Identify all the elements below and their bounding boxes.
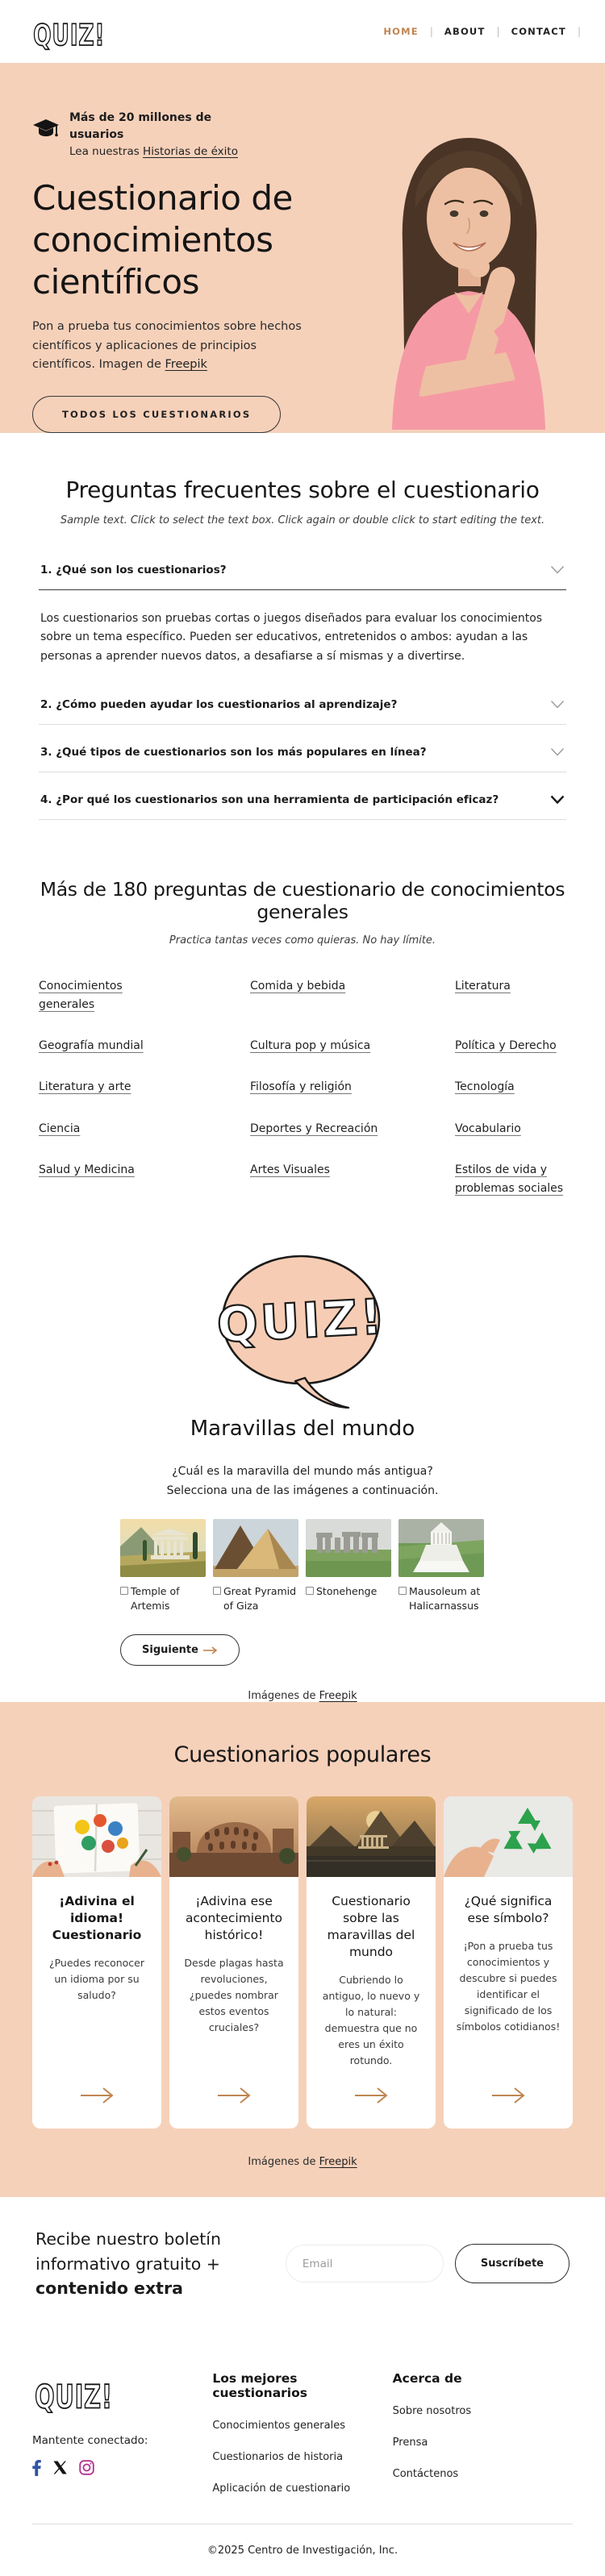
option-text: Mausoleum at Halicarnassus — [409, 1584, 481, 1613]
main-nav — [382, 23, 590, 40]
freepik-link[interactable]: Freepik — [319, 1690, 357, 1703]
option-text: Great Pyramid of Giza — [223, 1584, 297, 1613]
wonders-question-line2: Selecciona una de las imágenes a continuación. — [166, 1484, 439, 1498]
facebook-icon[interactable] — [32, 2460, 41, 2476]
nav-divider — [578, 26, 581, 37]
faq-question-4[interactable] — [39, 772, 566, 819]
categories-section — [0, 844, 605, 1205]
card-text: Desde plagas hasta revoluciones, ¿puedes nombrar estos eventos cruciales? — [184, 1956, 284, 2033]
copyright-text: ©2025 Centro de Investigación, Inc. — [207, 2544, 398, 2557]
faq-question-text: 1. ¿Qué son los cuestionarios? — [40, 563, 227, 576]
great-pyramid-image[interactable] — [213, 1519, 298, 1577]
faq-section — [0, 433, 605, 845]
email-input[interactable] — [286, 2245, 444, 2283]
language-quiz-image — [32, 1796, 161, 1877]
freepik-link[interactable]: Freepik — [319, 2155, 357, 2168]
category-link[interactable]: Ciencia — [39, 1122, 81, 1135]
faq-item-3 — [39, 725, 566, 772]
newsletter-heading-regular: Recibe nuestro boletín informativo gratuito + — [35, 2229, 221, 2274]
nav-link-contact[interactable]: CONTACT — [511, 26, 566, 37]
category-link[interactable]: Política y Derecho — [455, 1039, 557, 1053]
svg-text:QUIZ!: QUIZ! — [33, 17, 106, 51]
card-title: Cuestionario sobre las maravillas del mundo — [327, 1894, 415, 1959]
popular-quizzes-section — [0, 1702, 605, 2197]
hero-woman-photo — [336, 120, 602, 433]
credit-prefix: Imágenes de — [248, 2155, 319, 2168]
card-text: ¿Puedes reconocer un idioma por su saludo? — [48, 1956, 145, 2001]
category-link[interactable]: Cultura pop y música — [250, 1039, 371, 1053]
category-link[interactable]: Tecnología — [455, 1080, 515, 1094]
card-text: ¡Pon a prueba tus conocimientos y descubre si puedes identificar el significado de los símbolos cotidianos! — [456, 1940, 561, 2033]
arrow-right-icon[interactable] — [490, 2069, 526, 2108]
footer-column-best-quizzes — [212, 2371, 392, 2495]
card-title: ¡Adivina ese acontecimiento histórico! — [185, 1894, 283, 1943]
faq-question-text: 4. ¿Por qué los cuestionarios son una herramienta de participación eficaz? — [40, 793, 499, 807]
option-label-stonehenge[interactable] — [306, 1584, 391, 1599]
hero-title: Cuestionario de conocimientos científicos — [32, 178, 293, 302]
wonders-quiz-image — [307, 1796, 436, 1877]
popular-cards — [32, 1796, 573, 2129]
wonder-option-temple-of-artemis — [120, 1519, 206, 1613]
site-footer — [0, 2331, 605, 2576]
instagram-icon[interactable] — [79, 2460, 94, 2475]
quiz-card-wonders[interactable] — [307, 1796, 436, 2129]
next-button[interactable] — [120, 1634, 240, 1666]
nav-divider — [497, 26, 500, 37]
stonehenge-image[interactable] — [306, 1519, 391, 1577]
categories-title: Más de 180 preguntas de cuestionario de conocimientos generales — [40, 878, 565, 924]
card-title: ¡Adivina el idioma! Cuestionario — [52, 1894, 142, 1943]
social-icons — [32, 2460, 212, 2476]
checkbox[interactable] — [120, 1587, 128, 1595]
category-link[interactable]: Salud y Medicina — [39, 1163, 135, 1177]
history-quiz-image — [169, 1796, 298, 1877]
wonders-quiz-section — [0, 1205, 605, 1702]
footer-link-history-quizzes[interactable]: Cuestionarios de historia — [212, 2450, 344, 2463]
category-link[interactable]: Literatura y arte — [39, 1080, 131, 1094]
quiz-card-language[interactable] — [32, 1796, 161, 2129]
checkbox[interactable] — [306, 1587, 314, 1595]
option-text: Temple of Artemis — [131, 1584, 180, 1613]
graduation-cap-icon — [32, 118, 60, 144]
hero-description-text: Pon a prueba tus conocimientos sobre hechos científicos y aplicaciones de principios científicos. Imagen de — [32, 320, 302, 372]
faq-item-2 — [39, 677, 566, 725]
wonder-option-mausoleum — [398, 1519, 484, 1613]
faq-question-2[interactable] — [39, 677, 566, 724]
quiz-card-symbols[interactable] — [444, 1796, 573, 2129]
footer-column-heading: Los mejores cuestionarios — [212, 2370, 307, 2400]
checkbox[interactable] — [398, 1587, 407, 1595]
stay-connected-label: Mantente conectado: — [32, 2433, 148, 2447]
images-credit — [32, 2156, 573, 2168]
quiz-speech-bubble — [210, 1251, 395, 1412]
arrow-right-icon[interactable] — [216, 2069, 252, 2108]
category-link[interactable]: Deportes y Recreación — [250, 1122, 378, 1135]
success-stories-prefix: Lea nuestras — [69, 145, 144, 158]
chevron-down-icon — [550, 700, 565, 710]
x-twitter-icon[interactable] — [53, 2461, 67, 2474]
category-link[interactable]: Geografía mundial — [39, 1039, 144, 1053]
quiz-card-history[interactable] — [169, 1796, 298, 2129]
category-link[interactable]: Estilos de vida y problemas sociales — [455, 1163, 564, 1195]
all-quizzes-button[interactable]: TODOS LOS CUESTIONARIOS — [32, 396, 281, 433]
newsletter-heading-bold: contenido extra — [35, 2278, 183, 2299]
svg-text:QUIZ!: QUIZ! — [35, 2378, 113, 2413]
category-link[interactable]: Filosofía y religión — [250, 1080, 352, 1094]
card-title: ¿Qué significa ese símbolo? — [464, 1894, 553, 1926]
footer-link-general-knowledge[interactable]: Conocimientos generales — [212, 2419, 345, 2432]
footer-link-contact-us[interactable]: Contáctenos — [392, 2467, 459, 2480]
option-text: Stonehenge — [316, 1584, 378, 1597]
footer-link-quiz-app[interactable]: Aplicación de cuestionario — [212, 2482, 351, 2495]
popular-title: Cuestionarios populares — [173, 1742, 432, 1768]
faq-item-1 — [39, 551, 566, 678]
nav-divider — [430, 26, 433, 37]
footer-link-about-us[interactable]: Sobre nosotros — [392, 2404, 472, 2417]
newsletter-heading — [35, 2227, 245, 2301]
chevron-down-icon — [550, 747, 565, 757]
wonders-options — [120, 1519, 485, 1613]
arrow-right-icon[interactable] — [353, 2069, 389, 2108]
next-button-label: Siguiente — [142, 1644, 198, 1657]
faq-item-4 — [39, 772, 566, 820]
faq-answer-1: Los cuestionarios son pruebas cortas o juegos diseñados para evaluar los conocimientos sobre un tema específico. Pueden ser educativos, entretenidos o ambos: ayudan a las personas a aprender nuevos datos, a desafiarse a sí mismas y a divertirse. — [40, 611, 543, 663]
temple-of-artemis-image[interactable] — [120, 1519, 206, 1577]
option-label-great-pyramid[interactable] — [213, 1584, 298, 1613]
wonder-option-great-pyramid — [213, 1519, 298, 1613]
faq-subtitle: Sample text. Click to select the text box. Click again or double click to start editing the text. — [60, 514, 545, 526]
hero-description — [32, 318, 315, 374]
option-label-temple-of-artemis[interactable] — [120, 1584, 206, 1613]
category-link[interactable]: Conocimientos generales — [39, 980, 123, 1011]
categories-subtitle: Practica tantas veces como quieras. No hay límite. — [169, 934, 436, 947]
wonders-question-line1: ¿Cuál es la maravilla del mundo más antigua? — [172, 1464, 433, 1478]
footer-column-about — [393, 2371, 573, 2495]
hero-section — [0, 63, 605, 433]
checkbox[interactable] — [213, 1587, 221, 1595]
newsletter-section — [0, 2197, 605, 2331]
faq-list — [39, 551, 566, 821]
mausoleum-image[interactable] — [398, 1519, 484, 1577]
nav-link-about[interactable]: ABOUT — [444, 26, 486, 37]
category-link[interactable]: Literatura — [455, 980, 511, 993]
card-text: Cubriendo lo antiguo, lo nuevo y lo natural: demuestra que no eres un éxito rotundo. — [322, 1973, 420, 2066]
chevron-down-icon — [550, 565, 565, 575]
faq-title: Preguntas frecuentes sobre el cuestionario — [65, 476, 540, 503]
symbols-quiz-image — [444, 1796, 573, 1877]
success-stories-link[interactable]: Historias de éxito — [143, 145, 238, 158]
hero-badge — [32, 110, 315, 158]
footer-column-heading: Acerca de — [392, 2370, 462, 2386]
images-credit — [0, 1690, 605, 1702]
footer-logo[interactable] — [32, 2371, 113, 2416]
category-link[interactable]: Artes Visuales — [250, 1163, 330, 1177]
wonders-question — [0, 1462, 605, 1501]
wonders-title: Maravillas del mundo — [190, 1416, 415, 1441]
nav-link-home[interactable]: HOME — [383, 26, 419, 37]
category-link[interactable]: Comida y bebida — [250, 980, 346, 993]
users-count-text: Más de 20 millones de usuarios — [69, 111, 212, 141]
newsletter-form — [286, 2244, 570, 2283]
arrow-right-icon — [203, 1646, 218, 1654]
chevron-down-icon — [550, 795, 565, 805]
freepik-link[interactable]: Freepik — [165, 358, 207, 372]
categories-grid — [39, 977, 566, 1197]
success-stories-line — [69, 145, 238, 158]
svg-text:QUIZ!: QUIZ! — [215, 1288, 386, 1355]
faq-question-3[interactable] — [39, 725, 566, 772]
site-header — [0, 0, 605, 63]
option-label-mausoleum[interactable] — [398, 1584, 484, 1613]
faq-question-text: 3. ¿Qué tipos de cuestionarios son los más populares en línea? — [40, 746, 427, 759]
site-logo[interactable] — [31, 12, 108, 51]
arrow-right-icon[interactable] — [79, 2069, 115, 2108]
subscribe-button[interactable]: Suscríbete — [455, 2244, 570, 2283]
faq-question-1[interactable] — [39, 551, 566, 590]
quiz-logo-icon — [31, 12, 108, 51]
footer-link-press[interactable]: Prensa — [392, 2436, 428, 2449]
credit-prefix: Imágenes de — [248, 1690, 319, 1703]
category-link[interactable]: Vocabulario — [455, 1122, 521, 1135]
quiz-logo-icon — [32, 2371, 113, 2413]
wonder-option-stonehenge — [306, 1519, 391, 1613]
faq-question-text: 2. ¿Cómo pueden ayudar los cuestionarios al aprendizaje? — [40, 698, 398, 712]
